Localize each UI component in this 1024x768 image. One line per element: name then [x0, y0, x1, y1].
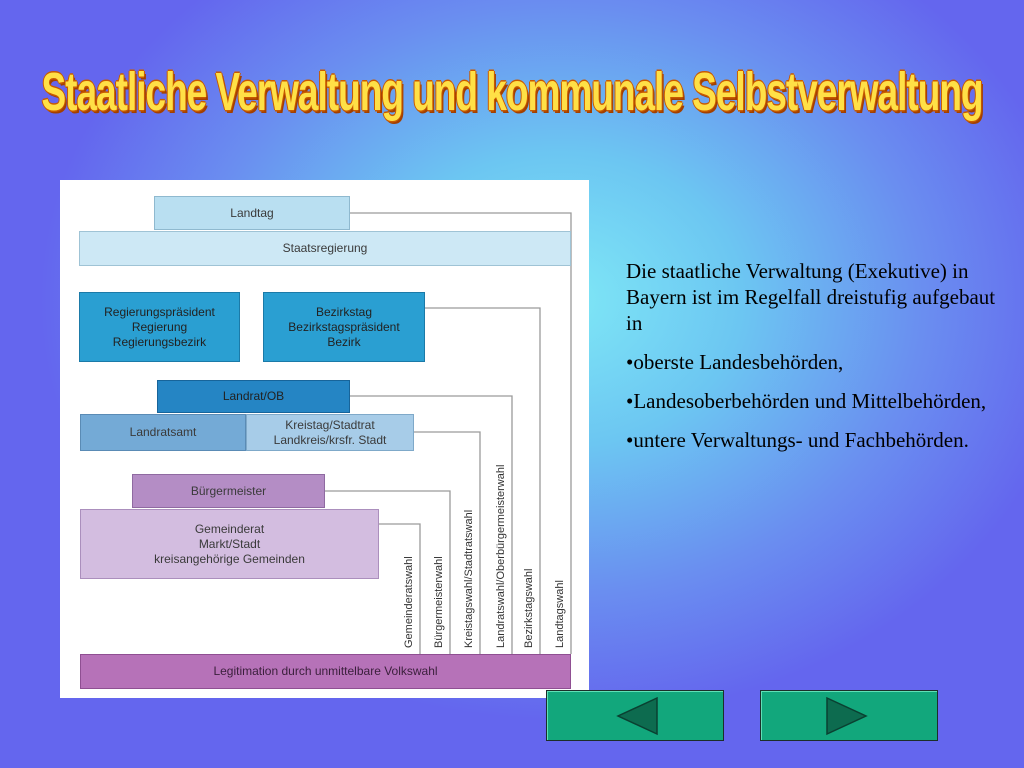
previous-slide-button[interactable]	[546, 690, 724, 741]
kreistag-line: Landkreis/krsfr. Stadt	[273, 432, 387, 447]
bezirk-box	[263, 292, 425, 362]
regierung-line: Regierung	[131, 319, 188, 334]
election-label-kreistag: Kreistagswahl/Stadtratswahl	[463, 509, 475, 648]
landrat-label: Landrat/OB	[222, 389, 285, 403]
landratsamt-label: Landratsamt	[129, 425, 197, 439]
landtag-label: Landtag	[230, 205, 274, 220]
election-label-buergermeister: Bürgermeisterwahl	[433, 556, 445, 648]
staatsregierung-box	[79, 231, 571, 266]
intro-paragraph: Die staatliche Verwaltung (Exekutive) in Bayern ist im Regelfall dreistufig aufgebaut in	[626, 259, 996, 335]
regierung-line: Regierungspräsident	[104, 304, 215, 319]
election-label-gemeinderat: Gemeinderatswahl	[403, 556, 415, 648]
bezirk-line: Bezirkstagspräsident	[288, 319, 400, 334]
bezirk-line: Bezirk	[327, 334, 361, 349]
kreistag-box	[246, 414, 414, 451]
buergermeister-label: Bürgermeister	[190, 483, 267, 498]
regierung-box	[79, 292, 240, 362]
gemeinderat-box	[80, 509, 379, 579]
election-label-landrat: Landratswahl/Oberbürgermeisterwahl	[495, 464, 507, 648]
staatsregierung-label: Staatsregierung	[282, 241, 368, 255]
kreistag-line: Kreistag/Stadtrat	[285, 417, 375, 432]
bullet-item: •Landesoberbehörden und Mittelbehörden,	[626, 389, 987, 413]
gemeinderat-line: Gemeinderat	[194, 521, 265, 536]
triangle-right-icon	[761, 691, 939, 742]
landratsamt-box	[80, 414, 246, 451]
next-slide-button[interactable]	[760, 690, 938, 741]
legitimation-box	[80, 654, 571, 689]
regierung-line: Regierungsbezirk	[112, 334, 207, 349]
legitimation-label: Legitimation durch unmittelbare Volkswahl	[213, 664, 438, 678]
gemeinderat-line: kreisangehörige Gemeinden	[154, 551, 305, 566]
bullet-item: •untere Verwaltungs- und Fachbehörden.	[626, 428, 969, 452]
administration-diagram	[60, 180, 589, 698]
triangle-left-icon	[547, 691, 725, 742]
bezirk-line: Bezirkstag	[315, 304, 373, 319]
slide-title: Staatliche Verwaltung und kommunale Selbstverwaltung	[41, 62, 983, 122]
buergermeister-box	[132, 474, 325, 508]
election-label-landtag: Landtagswahl	[554, 580, 566, 648]
bullet-item: •oberste Landesbehörden,	[626, 350, 844, 374]
landrat-box	[157, 380, 350, 413]
body-text	[626, 258, 996, 466]
gemeinderat-line: Markt/Stadt	[198, 536, 261, 551]
election-label-bezirkstag: Bezirkstagswahl	[523, 568, 535, 648]
landtag-box	[154, 196, 350, 230]
